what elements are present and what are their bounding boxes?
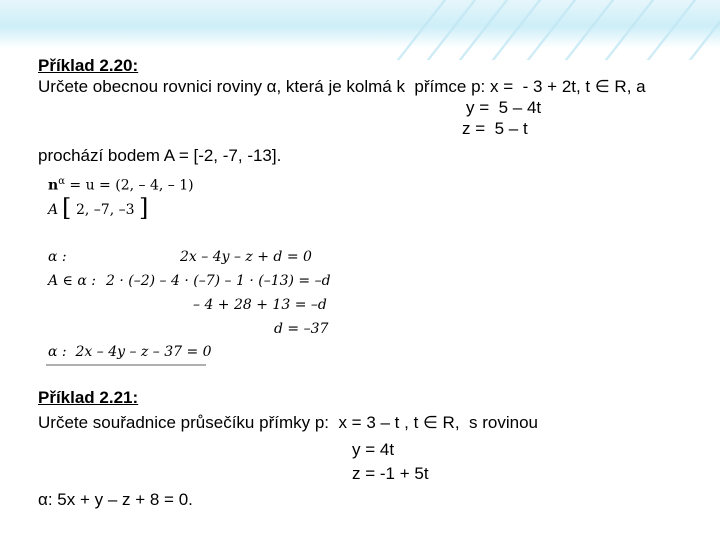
- normal-vector-superscript: α: [58, 176, 65, 187]
- example-2-21-line-3: z = -1 + 5t: [352, 464, 429, 483]
- plane-alpha-label: α :: [48, 249, 67, 265]
- example-2-21-line-2: y = 4t: [352, 440, 395, 459]
- point-in-plane-label: A ∈ α :: [48, 273, 96, 289]
- example-2-20-title: Příklad 2.20:: [38, 56, 139, 75]
- normal-vector-equation: = u = (2, – 4, – 1): [69, 177, 194, 194]
- normal-vector-symbol: n: [48, 177, 59, 194]
- plane-general-equation: 2x – 4y – z + d = 0: [180, 249, 312, 265]
- example-2-20-line-4: prochází bodem A = [-2, -7, -13].: [38, 146, 282, 165]
- point-a-label: A: [48, 202, 59, 218]
- d-value: d = –37: [274, 321, 329, 337]
- example-2-21-line-1: Určete souřadnice průsečíku přímky p: x = 3 – t , t ∈ R, s rovinou: [38, 413, 538, 432]
- example-2-20-line-3: z = 5 – t: [462, 119, 528, 138]
- normal-vector-line: [48, 176, 194, 194]
- header-banner: [0, 0, 720, 48]
- point-a-coordinates: 2, –7, –3: [76, 202, 135, 218]
- result-plane-equation: α : 2x – 4y – z – 37 = 0: [48, 344, 212, 360]
- example-2-20-line-2: y = 5 – 4t: [466, 98, 542, 117]
- example-2-20-line-1: Určete obecnou rovnici roviny α, která je kolmá k přímce p: x = - 3 + 2t, t ∈ R, a: [38, 77, 646, 96]
- example-2-21-title: Příklad 2.21:: [38, 388, 139, 407]
- simplification-step: – 4 + 28 + 13 = –d: [193, 297, 327, 313]
- left-bracket: [: [62, 194, 72, 222]
- result-underline: [46, 364, 206, 366]
- right-bracket: ]: [139, 194, 149, 222]
- substitution-equation: 2 · (–2) – 4 · (–7) – 1 · (–13) = –d: [106, 273, 331, 289]
- example-2-21-line-4: α: 5x + y – z + 8 = 0.: [38, 490, 193, 509]
